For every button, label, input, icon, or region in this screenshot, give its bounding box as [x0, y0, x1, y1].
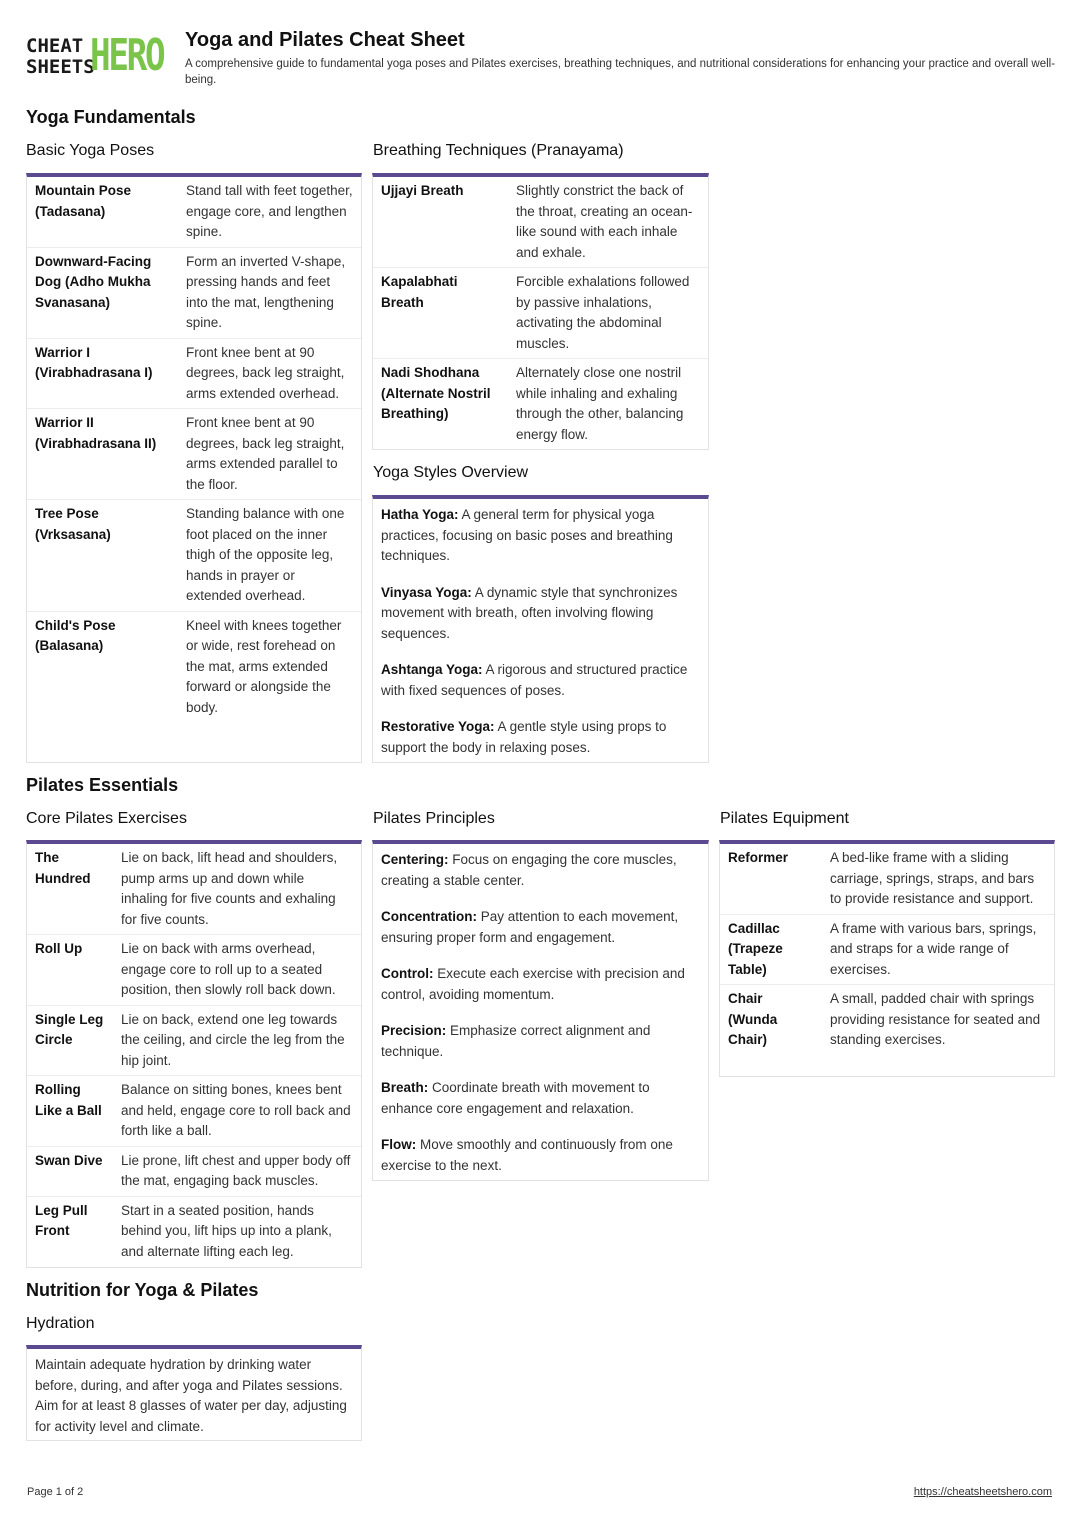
yoga-style-item — [381, 717, 700, 758]
principle-item-text: Pay attention to each movement, ensuring proper form and engagement. — [381, 909, 679, 945]
yoga-style-item — [381, 505, 700, 567]
exercise-row-description: Lie on back with arms overhead, engage core to roll up to a seated position, then slowly roll back down. — [113, 935, 361, 1006]
equipment-row-description: A frame with various bars, springs, and straps for a wide range of exercises. — [822, 914, 1054, 985]
breathing-row — [373, 268, 708, 359]
exercise-row — [27, 1196, 361, 1266]
card-basic-poses — [26, 173, 362, 763]
exercise-row — [27, 1146, 361, 1196]
pose-row-description: Front knee bent at 90 degrees, back leg straight, arms extended overhead. — [178, 338, 361, 409]
section-heading-yoga: Yoga Fundamentals — [26, 107, 196, 127]
exercise-row — [27, 1005, 361, 1076]
principle-item-term: Control: — [381, 966, 434, 981]
exercise-row-name: Single Leg Circle — [27, 1005, 113, 1076]
yoga-style-item — [381, 660, 700, 701]
principles-list — [373, 844, 708, 1180]
breathing-table — [373, 177, 708, 449]
card-title-yoga-styles: Yoga Styles Overview — [373, 464, 529, 481]
cheatsheetshero-logo[interactable] — [26, 30, 172, 81]
breathing-row-description: Alternately close one nostril while inhaling and exhaling through the other, balancing energy flow. — [516, 365, 684, 442]
pose-row-description: Stand tall with feet together, engage core, and lengthen spine. — [178, 177, 361, 247]
card-title-equipment: Pilates Equipment — [720, 810, 849, 827]
section-heading-nutrition: Nutrition for Yoga & Pilates — [26, 1280, 259, 1300]
principle-item-term: Concentration: — [381, 909, 477, 924]
principle-item-text: Move smoothly and continuously from one exercise to the next. — [381, 1137, 673, 1173]
page-number: Page 1 of 2 — [27, 1486, 84, 1498]
yoga-style-item-term: Ashtanga Yoga: — [381, 662, 483, 677]
principle-item-text: Emphasize correct alignment and technique. — [381, 1023, 651, 1059]
breathing-row-name: Nadi Shodhana (Alternate Nostril Breathing) — [381, 365, 491, 421]
exercise-row-name: Swan Dive — [27, 1146, 113, 1196]
pose-row — [27, 247, 361, 338]
exercise-row-description: Lie on back, lift head and shoulders, pump arms up and down while inhaling for five counts and exhaling for five counts. — [113, 844, 361, 935]
pose-row-description: Standing balance with one foot placed on the inner thigh of the opposite leg, hands in prayer or extended overhead. — [178, 500, 361, 612]
principle-item-term: Breath: — [381, 1080, 429, 1095]
principle-item — [381, 907, 700, 948]
pose-row — [27, 177, 361, 247]
principle-item-term: Centering: — [381, 852, 449, 867]
exercise-row-name: Rolling Like a Ball — [27, 1076, 113, 1147]
exercise-row — [27, 935, 361, 1006]
yoga-style-item-text: A rigorous and structured practice with fixed sequences of poses. — [381, 662, 688, 698]
exercise-row-description: Balance on sitting bones, knees bent and held, engage core to roll back and forth like a ball. — [113, 1076, 361, 1147]
yoga-style-item-text: A gentle style using props to support the body in relaxing poses. — [381, 719, 667, 755]
principle-item-term: Precision: — [381, 1023, 447, 1038]
exercise-row-description: Start in a seated position, hands behind you, lift hips up into a plank, and alternate lifting each leg. — [121, 1202, 332, 1259]
card-principles — [372, 840, 709, 1181]
basic-poses-table — [27, 177, 361, 722]
equipment-row-description: A bed-like frame with a sliding carriage, springs, straps, and bars to provide resistance and support. — [822, 844, 1054, 914]
card-title-basic-poses: Basic Yoga Poses — [26, 142, 155, 159]
exercise-row-name: The Hundred — [27, 844, 113, 935]
principle-item — [381, 964, 700, 1005]
footer-link[interactable]: https://cheatsheetshero.com — [913, 1486, 1052, 1498]
yoga-style-item — [381, 583, 700, 645]
card-title-core-exercises: Core Pilates Exercises — [26, 810, 187, 827]
principle-item — [381, 1135, 700, 1176]
section-heading-pilates: Pilates Essentials — [26, 775, 179, 795]
logo-text-hero: HERO — [90, 30, 164, 81]
principle-item-text: Focus on engaging the core muscles, creating a stable center. — [381, 852, 677, 888]
pose-row-name: Child's Pose (Balasana) — [35, 617, 116, 653]
exercise-row-name: Roll Up — [27, 935, 113, 1006]
yoga-styles-list — [373, 499, 708, 762]
pose-row — [27, 338, 361, 409]
card-title-principles: Pilates Principles — [373, 810, 495, 827]
principle-item-text: Coordinate breath with movement to enhance core engagement and relaxation. — [381, 1080, 650, 1116]
card-core-exercises — [26, 840, 362, 1268]
breathing-row-description: Slightly constrict the back of the throat, creating an ocean-like sound with each inhale and exhale. — [508, 177, 708, 268]
pose-row-name: Warrior I (Virabhadrasana I) — [27, 338, 178, 409]
principle-item — [381, 1078, 700, 1119]
principle-item-text: Execute each exercise with precision and control, avoiding momentum. — [381, 966, 685, 1002]
pose-row — [27, 409, 361, 500]
pose-row-description: Kneel with knees together or wide, rest forehead on the mat, arms extended forward or alongside the body. — [186, 617, 342, 715]
exercise-row — [27, 844, 361, 935]
pose-row-description: Front knee bent at 90 degrees, back leg straight, arms extended parallel to the floor. — [178, 409, 361, 500]
breathing-row — [373, 359, 708, 450]
yoga-style-item-term: Vinyasa Yoga: — [381, 584, 472, 600]
card-title-hydration: Hydration — [26, 1315, 95, 1332]
card-title-breathing: Breathing Techniques (Pranayama) — [373, 142, 624, 159]
page-description: A comprehensive guide to fundamental yoga poses and Pilates exercises, breathing techniques, and nutritional considerations for enhancing your practice and overall well-being. — [185, 58, 1056, 86]
pose-row — [27, 611, 361, 722]
card-hydration — [26, 1345, 362, 1441]
breathing-row-name: Ujjayi Breath — [373, 177, 508, 268]
equipment-row-description: A small, padded chair with springs providing resistance for seated and standing exercises. — [830, 991, 1041, 1047]
page-header — [26, 28, 1056, 88]
hydration-text: Maintain adequate hydration by drinking water before, during, and after yoga and Pilates sessions. Aim for at least 8 glasses of water per day, adjusting for activity level and climate. — [35, 1357, 347, 1434]
core-exercises-table — [27, 844, 361, 1266]
title-block — [185, 28, 1060, 88]
exercise-row-description: Lie prone, lift chest and upper body off the mat, engaging back muscles. — [113, 1146, 361, 1196]
pose-row — [27, 500, 361, 612]
yoga-style-item-term: Restorative Yoga: — [381, 719, 495, 734]
exercise-row — [27, 1076, 361, 1147]
exercise-row-description: Lie on back, extend one leg towards the ceiling, and circle the leg from the hip joint. — [113, 1005, 361, 1076]
yoga-style-item-term: Hatha Yoga: — [381, 507, 459, 522]
logo-text-sheets: SHEETS — [26, 56, 95, 78]
principle-item — [381, 850, 700, 891]
yoga-style-item-text: A general term for physical yoga practices, focusing on basic poses and breathing techniques. — [381, 507, 673, 563]
principle-item — [381, 1021, 700, 1062]
equipment-row-name: Chair (Wunda Chair) — [728, 991, 778, 1047]
breathing-row-name: Kapalabhati Breath — [373, 268, 508, 359]
yoga-style-item-text: A dynamic style that synchronizes movement with breath, often involving flowing sequences. — [381, 584, 678, 641]
breathing-row — [373, 177, 708, 268]
pose-row-name: Tree Pose (Vrksasana) — [27, 500, 178, 612]
equipment-row-name: Cadillac (Trapeze Table) — [720, 914, 822, 985]
principle-item-term: Flow: — [381, 1137, 417, 1152]
pose-row-name: Warrior II (Virabhadrasana II) — [27, 409, 178, 500]
equipment-row — [720, 985, 1054, 1055]
card-yoga-styles — [372, 495, 709, 763]
equipment-row — [720, 914, 1054, 985]
breathing-row-description: Forcible exhalations followed by passive inhalations, activating the abdominal muscles. — [508, 268, 708, 359]
equipment-row — [720, 844, 1054, 914]
pose-row-name: Downward-Facing Dog (Adho Mukha Svanasana) — [27, 247, 178, 338]
pose-row-name: Mountain Pose (Tadasana) — [27, 177, 178, 247]
page-title: Yoga and Pilates Cheat Sheet — [185, 29, 465, 51]
exercise-row-name: Leg Pull Front — [35, 1202, 88, 1238]
pose-row-description: Form an inverted V-shape, pressing hands and feet into the mat, lengthening spine. — [178, 247, 361, 338]
equipment-table — [720, 844, 1054, 1055]
card-equipment — [719, 840, 1055, 1077]
logo-text-cheat: CHEAT — [26, 35, 84, 57]
equipment-row-name: Reformer — [720, 844, 822, 914]
card-breathing — [372, 173, 709, 450]
